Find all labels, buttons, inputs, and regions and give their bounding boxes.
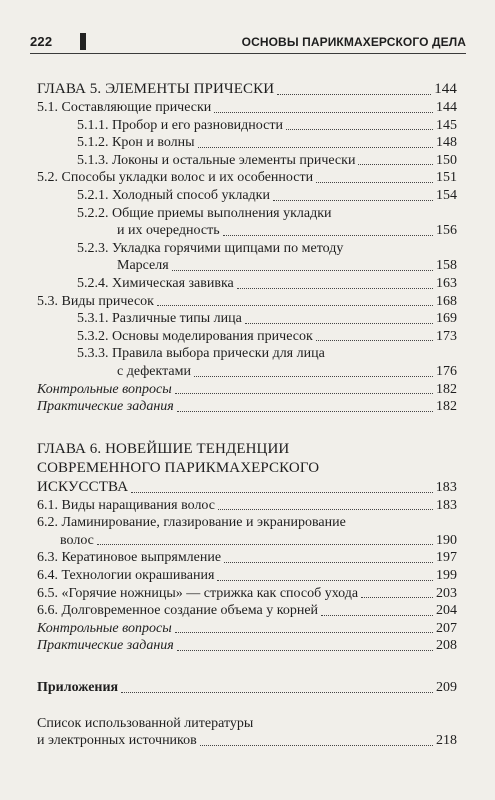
toc-entry-page: 148 — [436, 135, 457, 151]
toc-entry-page: 204 — [436, 603, 457, 619]
toc-entry-5-2-2 — [37, 205, 457, 240]
toc-entry-references — [37, 715, 457, 750]
toc-entry-page: 182 — [436, 399, 457, 415]
toc-entry-review-questions-6 — [37, 620, 457, 638]
toc-entry-page: 183 — [435, 479, 457, 495]
toc-entry-5-1-3 — [37, 152, 457, 170]
toc-entry-page: 144 — [434, 81, 457, 97]
toc-entry-page: 154 — [436, 187, 457, 203]
toc-entry-page: 199 — [436, 568, 457, 584]
dot-leader — [217, 580, 433, 581]
dot-leader — [172, 270, 433, 271]
toc-entry-title: 5.1.3. Локоны и остальные элементы прически — [77, 152, 356, 168]
toc-entry-6-5 — [37, 585, 457, 603]
toc-entry-5-2-3 — [37, 240, 457, 275]
toc-entry-title-line2: СОВРЕМЕННОГО ПАРИКМАХЕРСКОГО — [37, 459, 320, 476]
dot-leader — [223, 235, 433, 236]
toc-entry-5-1-1 — [37, 117, 457, 135]
toc-entry-6-2 — [37, 514, 457, 549]
dot-leader — [316, 182, 433, 183]
toc-entry-page: 207 — [436, 620, 457, 636]
toc-entry-5-3-1 — [37, 310, 457, 328]
dot-leader — [358, 164, 433, 165]
toc-entry-page: 218 — [436, 733, 457, 749]
dot-leader — [175, 393, 433, 394]
toc-entry-5-2-1 — [37, 187, 457, 205]
dot-leader — [121, 692, 433, 693]
toc-entry-title: Контрольные вопросы — [37, 381, 172, 397]
toc-entry-title: 6.1. Виды наращивания волос — [37, 497, 215, 513]
dot-leader — [273, 200, 433, 201]
dot-leader — [177, 650, 433, 651]
toc-entry-5-1 — [37, 99, 457, 117]
toc-entry-5-3 — [37, 293, 457, 311]
toc-entry-title: 5.1.2. Крон и волны — [77, 135, 195, 151]
running-title: ОСНОВЫ ПАРИКМАХЕРСКОГО ДЕЛА — [241, 35, 466, 49]
toc-entry-practical-tasks-6 — [37, 637, 457, 655]
toc-entry-title-line2: и электронных источников — [37, 733, 197, 749]
toc-entry-5-3-2 — [37, 328, 457, 346]
toc-entry-page: 151 — [436, 170, 457, 186]
dot-leader — [286, 129, 433, 130]
page-number: 222 — [30, 34, 53, 49]
dot-leader — [157, 305, 433, 306]
toc-entry-title: 6.3. Кератиновое выпрямление — [37, 550, 222, 566]
toc-entry-title-line2: Марселя — [117, 258, 169, 274]
toc-entry-page: 144 — [436, 100, 457, 115]
toc-entry-page: 163 — [436, 275, 457, 291]
toc-entry-title: 5.3.1. Различные типы лица — [77, 311, 242, 327]
toc-entry-6-6 — [37, 602, 457, 620]
toc-entry-title: 5.3. Виды причесок — [37, 293, 154, 309]
dot-leader — [321, 615, 433, 616]
dot-leader — [277, 94, 431, 95]
dot-leader — [198, 147, 433, 148]
toc-entry-title-line1: 6.2. Ламинирование, глазирование и экранирование — [37, 515, 346, 531]
toc-entry-appendices — [37, 679, 457, 697]
toc-entry-page: 208 — [436, 638, 457, 654]
toc-entry-page: 158 — [436, 258, 457, 274]
toc-entry-5-3-3 — [37, 345, 457, 380]
dot-leader — [194, 376, 433, 377]
toc-entry-page: 176 — [436, 363, 457, 379]
toc-entry-page: 145 — [436, 117, 457, 133]
toc-chapter-5 — [37, 80, 457, 99]
dot-leader — [224, 562, 433, 563]
toc-entry-title: Практические задания — [37, 638, 174, 654]
toc-entry-page: 209 — [436, 680, 457, 696]
toc-entry-title: Контрольные вопросы — [37, 620, 172, 636]
toc-entry-title-line2: волос — [60, 532, 94, 548]
toc-entry-title: 5.2.1. Холодный способ укладки — [77, 187, 270, 203]
toc-entry-page: 173 — [436, 328, 457, 344]
toc-entry-title: Приложения — [37, 680, 119, 696]
dot-leader — [361, 597, 433, 598]
toc-entry-page: 190 — [436, 532, 457, 548]
toc-entry-title: 5.3.2. Основы моделирования причесок — [77, 328, 313, 344]
toc-entry-title-line1: 5.3.3. Правила выбора прически для лица — [77, 346, 325, 362]
toc-entry-page: 182 — [436, 381, 457, 397]
toc-entry-5-1-2 — [37, 134, 457, 152]
toc-entry-6-1 — [37, 497, 457, 515]
toc-entry-page: 183 — [436, 497, 457, 513]
toc-entry-page: 156 — [436, 223, 457, 239]
toc-entry-title: 5.2.4. Химическая завивка — [77, 275, 234, 291]
toc-entry-5-2-4 — [37, 275, 457, 293]
toc-entry-title-line1: 5.2.2. Общие приемы выполнения укладки — [77, 205, 332, 221]
dot-leader — [131, 492, 433, 493]
toc-entry-page: 203 — [436, 585, 457, 601]
toc-entry-title: 6.5. «Горячие ножницы» — стрижка как способ ухода — [37, 585, 359, 601]
toc-entry-title-line2: с дефектами — [117, 363, 191, 379]
toc-entry-title-line1: 5.2.3. Укладка горячими щипцами по методу — [77, 240, 344, 256]
toc-entry-page: 197 — [436, 550, 457, 566]
dot-leader — [218, 509, 433, 510]
toc-entry-title: 6.4. Технологии окрашивания — [37, 568, 215, 584]
toc-entry-title-line3: ИСКУССТВА — [37, 478, 129, 495]
dot-leader — [175, 632, 433, 633]
toc-entry-page: 150 — [436, 152, 457, 168]
toc-entry-title: ГЛАВА 5. ЭЛЕМЕНТЫ ПРИЧЕСКИ — [37, 81, 275, 97]
table-of-contents — [37, 80, 457, 750]
toc-entry-6-4 — [37, 567, 457, 585]
dot-leader — [97, 544, 433, 545]
toc-entry-title: 6.6. Долговременное создание объема у корней — [37, 603, 319, 619]
dot-leader — [237, 288, 433, 289]
dot-leader — [214, 112, 433, 113]
toc-entry-title: Практические задания — [37, 399, 174, 415]
toc-entry-title: 5.1. Составляющие прически — [37, 100, 212, 115]
toc-entry-title: 5.2. Способы укладки волос и их особенности — [37, 170, 314, 186]
toc-entry-6-3 — [37, 549, 457, 567]
toc-entry-title-line1: ГЛАВА 6. НОВЕЙШИЕ ТЕНДЕНЦИИ — [37, 440, 290, 457]
dot-leader — [316, 340, 433, 341]
toc-entry-review-questions-5 — [37, 381, 457, 399]
dot-leader — [177, 411, 433, 412]
header-bar-mark — [80, 33, 86, 50]
dot-leader — [200, 745, 433, 746]
toc-entry-practical-tasks-5 — [37, 398, 457, 416]
header-rule — [30, 53, 466, 54]
toc-entry-title-line1: Список использованной литературы — [37, 715, 254, 731]
toc-chapter-6 — [37, 440, 457, 497]
toc-entry-title: 5.1.1. Пробор и его разновидности — [77, 117, 283, 133]
toc-entry-5-2 — [37, 169, 457, 187]
toc-entry-page: 169 — [436, 311, 457, 327]
toc-entry-title-line2: и их очередность — [117, 223, 220, 239]
dot-leader — [245, 323, 433, 324]
toc-entry-page: 168 — [436, 293, 457, 309]
